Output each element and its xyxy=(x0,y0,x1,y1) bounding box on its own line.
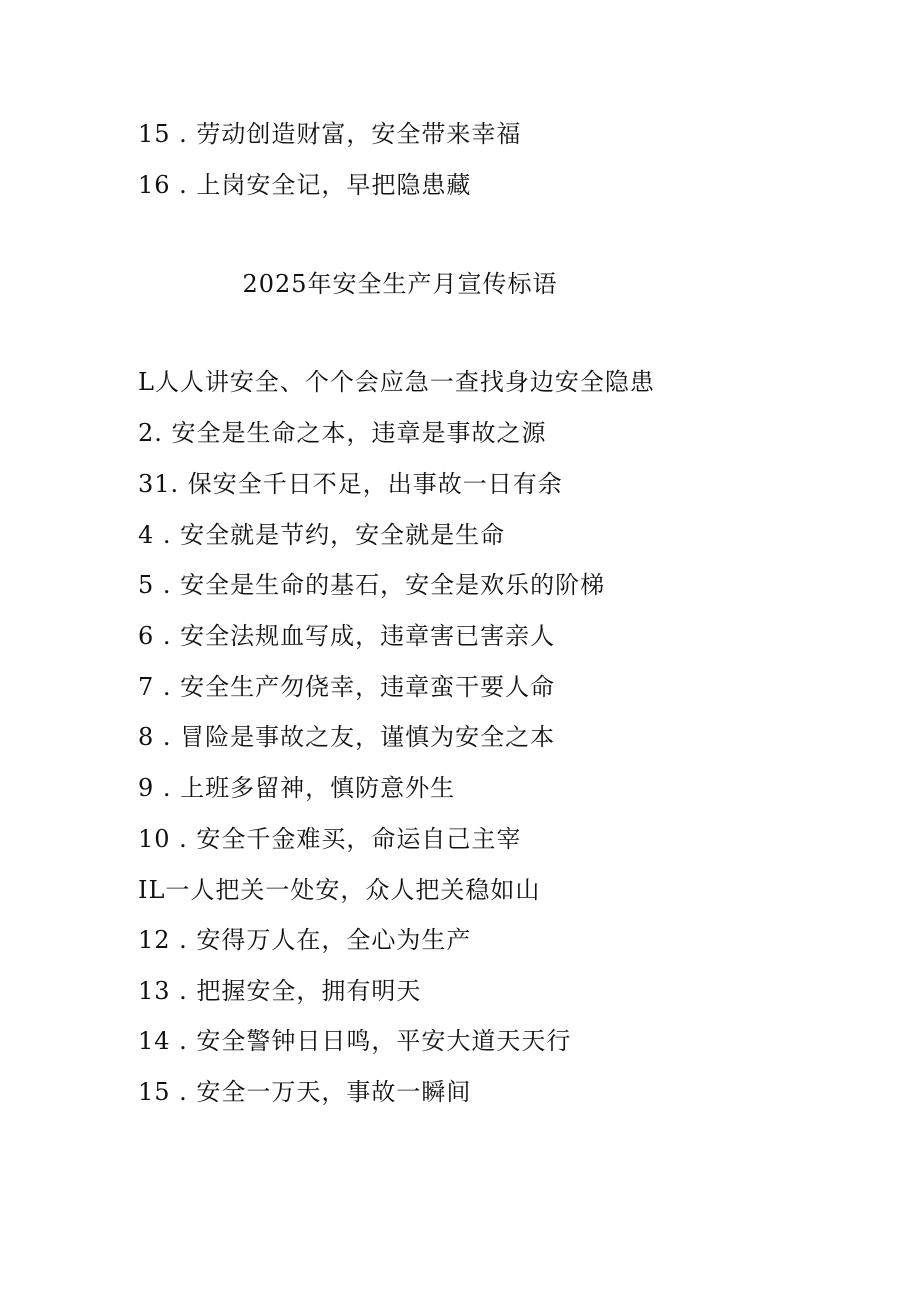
slogan-line: 4 . 安全就是节约，安全就是生命 xyxy=(138,521,506,549)
slogan-line: 9 . 上班多留神，慎防意外生 xyxy=(138,774,456,802)
slogan-line: 13 . 把握安全，拥有明天 xyxy=(138,977,422,1005)
slogan-line: 12 . 安得万人在，全心为生产 xyxy=(138,926,472,954)
slogan-line: 8 . 冒险是事故之友，谨慎为安全之本 xyxy=(138,723,556,751)
slogan-line: L人人讲安全、个个会应急一查找身边安全隐患 xyxy=(138,368,655,396)
slogan-line: 6 . 安全法规血写成，违章害已害亲人 xyxy=(138,622,556,650)
slogan-line: 10 . 安全千金难买，命运自己主宰 xyxy=(138,825,522,853)
slogan-line: IL一人把关一处安，众人把关稳如山 xyxy=(138,876,541,904)
slogan-line: 5 . 安全是生命的基石，安全是欢乐的阶梯 xyxy=(138,571,606,599)
slogan-line: 7 . 安全生产勿侥幸，违章蛮干要人命 xyxy=(138,673,556,701)
section-title: 2025年安全生产月宣传标语 xyxy=(242,270,558,298)
slogan-line: 15 . 安全一万天，事故一瞬间 xyxy=(138,1078,472,1106)
slogan-line: 31. 保安全千日不足，出事故一日有余 xyxy=(138,470,563,498)
slogan-line: 2. 安全是生命之本，违章是事故之源 xyxy=(138,419,547,447)
slogan-line: 15 . 劳动创造财富，安全带来幸福 xyxy=(138,120,522,148)
slogan-line: 16 . 上岗安全记，早把隐患藏 xyxy=(138,171,472,199)
slogan-line: 14 . 安全警钟日日鸣，平安大道天天行 xyxy=(138,1027,572,1055)
